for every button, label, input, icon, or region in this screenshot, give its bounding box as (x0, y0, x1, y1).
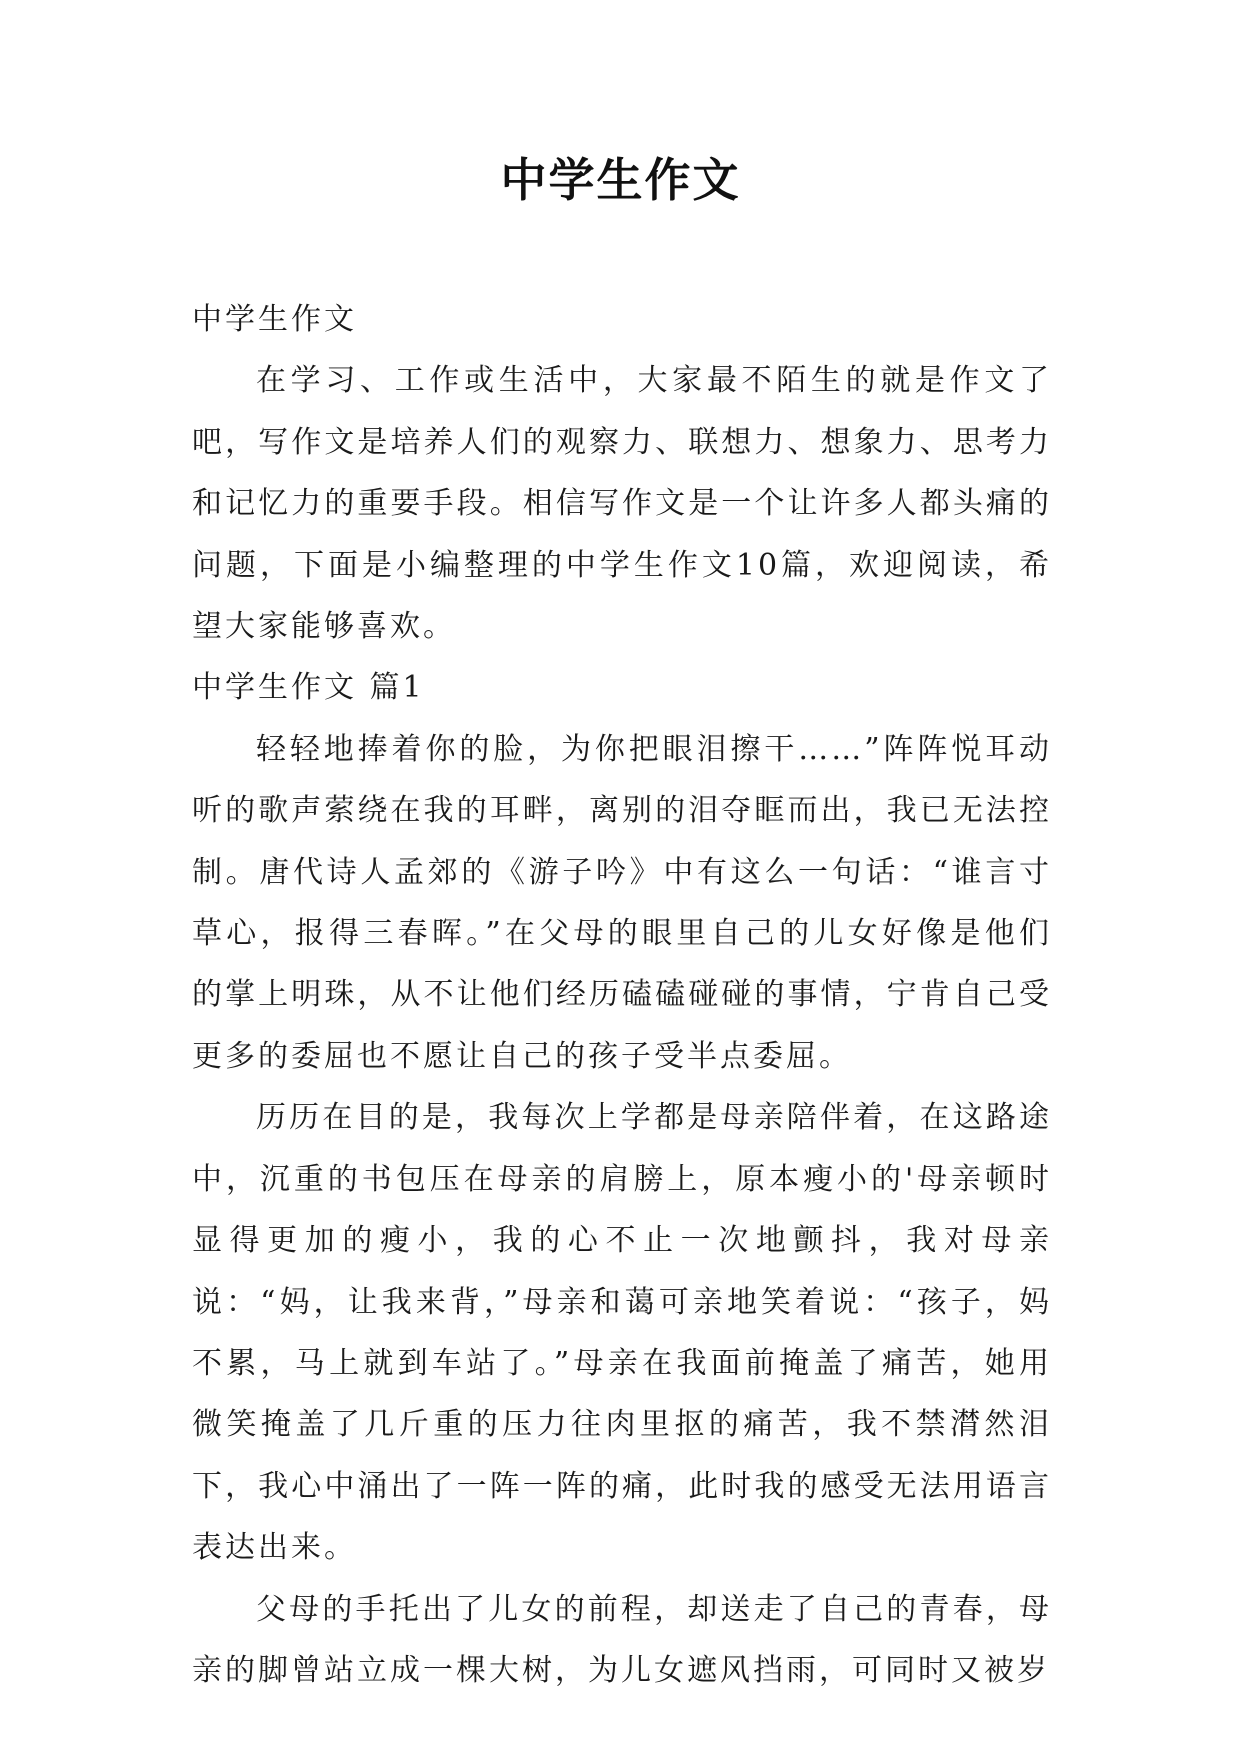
document-title: 中学生作文 (500, 153, 741, 207)
essay-paragraph: 轻轻地捧着你的脸，为你把眼泪擦干……”阵阵悦耳动听的歌声萦绕在我的耳畔，离别的泪夺眶而出，我已无法控制。唐代诗人孟郊的《游子吟》中有这么一句话：“谁言寸草心，报得三春晖。”在父母的眼里自己的儿女好像是他们的掌上明珠，从不让他们经历磕磕碰碰的事情，宁肯自己受更多的委屈也不愿让自己的孩子受半点委屈。 (192, 731, 1052, 1074)
section-heading: 中学生作文 篇1 (192, 670, 425, 706)
section-heading: 中学生作文 (192, 302, 357, 337)
essay-paragraph: 父母的手托出了儿女的前程，却送走了自己的青春，母亲的脚曾站立成一棵大树，为儿女遮风挡雨，可同时又被岁 (192, 1591, 1052, 1688)
document-body (192, 289, 1052, 1701)
intro-paragraph: 在学习、工作或生活中，大家最不陌生的就是作文了吧，写作文是培养人们的观察力、联想力、想象力、思考力和记忆力的重要手段。相信写作文是一个让许多人都头痛的问题，下面是小编整理的中学生作文10篇，欢迎阅读，希望大家能够喜欢。 (192, 363, 1052, 645)
essay-paragraph: 历历在目的是，我每次上学都是母亲陪伴着，在这路途中，沉重的书包压在母亲的肩膀上，原本瘦小的'母亲顿时显得更加的瘦小，我的心不止一次地颤抖，我对母亲说：“妈，让我来背，”母亲和蔼可亲地笑着说：“孩子，妈不累，马上就到车站了。”母亲在我面前掩盖了痛苦，她用微笑掩盖了几斤重的压力往肉里抠的痛苦，我不禁潸然泪下，我心中涌出了一阵一阵的痛，此时我的感受无法用语言表达出来。 (192, 1100, 1052, 1566)
